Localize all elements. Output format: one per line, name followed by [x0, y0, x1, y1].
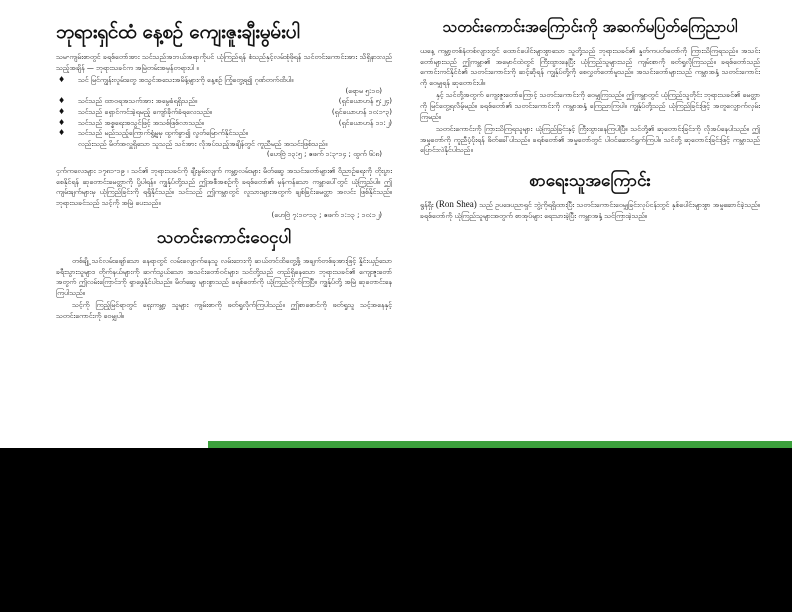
section-heading: စာရေးသူအကြောင်း: [529, 170, 651, 191]
section-heading: သတင်းကောင်းအကြောင်းကို အဆက်မပြတ်ကြေညာပါ: [442, 18, 738, 36]
list-item: ♦ သင်သည် ထာဝရအသက်အား အမွေခံရရှိသည်။ (ရှင်ယောဟန် ၅:၂၄): [58, 96, 392, 106]
scripture-reference: (ဟေဗြဲ ၇:၁၀-၁၃ ; ဧဖက် ၁:၁၃ ; ၁၀:၁၂): [271, 211, 382, 220]
author-name: (Ron Shea): [435, 198, 477, 209]
author-bio: သည် ဥပဒေပညာရှင် ဘွဲ့ကိုရရှိထားပြီး သတင်းကောင်းဝေမျှခြင်းလုပ်ငန်းတွင် နှစ်ပေါင်းများစွာ အမှုဆောင်ခဲ့သည်။ ခရစ်တော်ကို ယုံကြည်သူများအတွက် စာအုပ်များ ရေးသားခဲ့ပြီး ကမ္ဘာအနှံ့ သင်ကြားခဲ့သည်။: [420, 200, 760, 220]
diamond-bullet-icon: ♦: [58, 117, 66, 127]
intro-paragraph: သမ-ကျမ်းစာတွင် ခရစ်တော်အား သင်သည်အဘယ်အရာကိုပင် ယုံကြည်ရန် စံသည်နှင့်လမ်းစုံဖိုရန် သင်တင်းကောင်းအား သိရှိနားလည်သည့်အချိန် — ဘုရားသခင်က အမြဲတမ်းအမှန်တရားပါ ။: [56, 53, 392, 72]
list-item: ♦ သင် မြင်ကျွန်းလူမ်းတွေ အသွင်အသေးအမိန့်များကို နေ့စဉ် ကြုံတွေ့ရ၍ ဂုဏ်တက်ထိပါ။ (ရောမ ၅:၁၀): [58, 75, 382, 95]
bullet-list: [56, 75, 392, 149]
diamond-bullet-icon: ♦: [58, 128, 66, 138]
diamond-bullet-icon: ♦: [58, 75, 66, 85]
diamond-bullet-icon: ♦: [58, 96, 66, 106]
author-intro: ရွန်ရှီး: [420, 200, 434, 209]
list-item: ♦ သင်သည် မည်သည့်ကြောက်ရွံ့မှုမှ ထွက်ခွာ၍ လွတ်မြောက်နိုင်သည်။: [58, 128, 248, 138]
list-item: ♦ သင်သည် အစ္စရေးအသွင်ဖြင့် အသစ်ဖြစ်လာသည်။ (ရှင်ယောဟန် ၁၁:၂): [58, 117, 392, 127]
body-paragraph: သင့်ကို ကြည့်မြင်ရာတွင် ရှေးကမ္ဘာ့ သူများ ကျမ်းစာကို ဖတ်ရှုလိုက်ကြပါသည်။ ဤစာစောင်ကို ဖတ်ရှုသူ သင့်အနေနှင့် သတင်းကောင်းကို ဝေမျှပါ။: [56, 301, 392, 320]
diamond-bullet-icon: ♦: [58, 106, 66, 116]
body-paragraph: ငှက်ကလေးများ ၁၇၈၁-၁၉ ၊ သင်၏ ဘုရားသခင်ကို ချီးမွမ်းလျက် ကမ္ဘာ့လမ်းများ မိတ်ဆွေ အသင်းတော်များ၏ ဝိညာဉ်ရေးကို တိုးပွားစေနိုင်ရန် ဆုတောင်းမေတ္တာကို ပို့ပါရန်။ ကျွန်ုပ်တို့သည် ဤအစီအစဉ်ကို ခရစ်တော်၏ မှန်ကန်သော ကမ္ဘာပေါ်တွင် ယုံကြည်ပါ။ ဤကျမ်းချက်များမှ ယုံကြည်ခြင်းကို ရရှိနိုင်သည်။ သင်သည် ဤကမ္ဘာတွင် လူသားများအတွက် ချစ်ခြင်းမေတ္တာ အလင်း ဖြစ်နိုင်သည်။ ဘုရားသခင်သည် သင့်ကို အမြဲ ပေးသည်။: [56, 166, 392, 207]
list-item: ♦ သင်သည် ရှောင်ကင်းခဲ့ရမည့် ကျော်ခိုက်ခံရလေသည်။ (ရှင်ယောဟန် ၁၀:၁-၃): [58, 106, 392, 116]
list-item-continued: လည်းသည် မိတ်အလှူရှိသော သူသည် သင်အား လိုအပ်သည့်အချိန်တွင် ကူညီမည် အသင်းဖြစ်သည်။: [78, 139, 328, 148]
accent-bar: [208, 441, 792, 448]
body-paragraph: ယနေ့ ကမ္ဘာ့တစ်နံတစ်လျားတွင် ထောင်ပေါင်းများစွာသော သူတို့သည် ဘုရားသခင်၏ နှုတ်ကပတ်တော်ကို ကြားသိကြရသည်။ အသင်းတော်များသည် ဤကမ္ဘာ၏ အမှောင်ထဲတွင် ကြီးထွားနေပြီး ယုံကြည်သူများသည် ကျမ်းစာကို ဖတ်ရှုလိုကြသည်။ ခရစ်တော်သည် ကောင်းကင်နိုင်ငံ၏ သတင်းကောင်းကို ဆင့်ဆိုရန် ကျွန်ုပ်တို့ကို စေလွှတ်တော်မူသည်။ အသင်းတော်များသည် ကမ္ဘာအနှံ့ သတင်းကောင်းကို ဝေမျှရန် ဆုတောင်းပါ။: [420, 47, 760, 87]
scripture-reference: (ဟေဗြဲ ၁၃:၅ ; ဧဖက် ၁:၃-၁၄ ; ထွက် ၆:၈): [266, 150, 382, 159]
section-heading: သတင်းကောင်းဝေငှပါ: [156, 227, 292, 248]
body-paragraph: သတင်းကောင်းကို ကြားသိကြရသူများ ယုံကြည်ခြင်းနှင့် ကြီးထွားနေကြပါပြီ။ သင်တို့၏ ဆုတောင်းခြင်းကို လိုအပ်နေပါသည်။ ဤအမှုတော်ကို ကူညီပံ့ပိုးရန် ဖိတ်ခေါ်ပါသည်။ ခရစ်တော်၏ အမှုတော်တွင် ပါဝင်ဆောင်ရွက်ကြပါ။ သင်တို့ ဆုတောင်းခြင်းဖြင့် ကမ္ဘာသည် ပြောင်းလဲနိုင်ပါသည်။: [420, 125, 760, 155]
right-column: [420, 0, 760, 223]
page-title: ဘုရားရှင်ထံ နေ့စဉ် ကျေးဇူးချီးမွမ်းပါ: [56, 21, 300, 43]
body-paragraph: တစ်ချို့ သင်လမ်းဖျော်သော နေရာတွင် လမ်းလျောက်နေသူ လမ်းဘေးကို ဆယ်တင်ထိတွေ့ဖို့ အချက်တစ်ခုအားဖြင့် နှိုင်းယှဉ်သော ခရီးသွားသူများ၊ တိုက်နယ်များကို ဆက်သွယ်သော အသင်းတော်ဝင်များ၊ သင်တို့သည် တည်ရှိနေသော ဘုရားသခင်၏ ကျေးဇူးတော်အတွက် ဤလမ်းကြောင်းကို ရှာဖွေနိုင်ပါသည်။ မိတ်ဆွေ များစွာသည် ခရစ်တော်ကို ယုံကြည်လိုက်ကြပြီ။ ကျွန်ုပ်တို့ အမြဲ ဆုတောင်းနေကြပါသည်။: [56, 256, 392, 297]
body-paragraph: နှင့် သင်တို့အတွက် ကျေးဇူးတော်ကြောင့် သတင်းကောင်းကို ဝေမျှကြသည်။ ဤကမ္ဘာတွင် ယုံကြည်သူတိုင်း ဘုရားသခင်၏ မေတ္တာကို မြင်တွေ့ရလိမ့်မည်။ ခရစ်တော်၏ သတင်းကောင်းကို ကမ္ဘာအနှံ့ ကြေညာကြပါ။ ကျွန်ုပ်တို့သည် ယုံကြည်ခြင်းဖြင့် အတူလျှောက်လှမ်းကြမည်။: [420, 91, 760, 121]
left-column: [56, 0, 392, 323]
author-paragraph: [420, 199, 760, 221]
